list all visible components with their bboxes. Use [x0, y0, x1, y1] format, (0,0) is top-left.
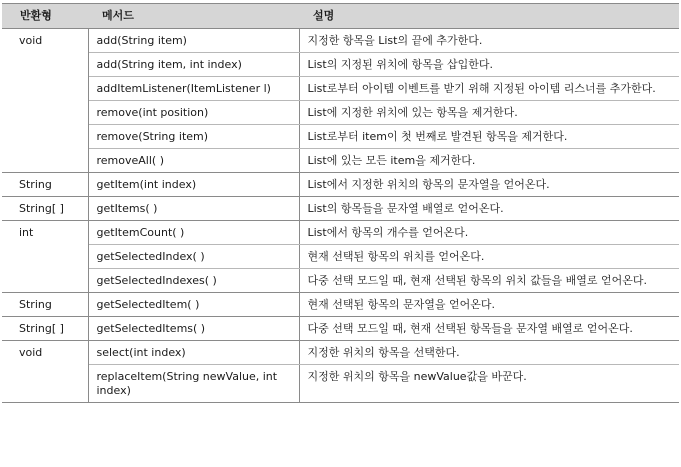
method-cell: getSelectedIndex( )	[88, 245, 299, 269]
table-row	[2, 293, 679, 317]
method-cell: getSelectedIndexes( )	[88, 269, 299, 293]
table-row	[2, 173, 679, 197]
method-cell: add(String item, int index)	[88, 53, 299, 77]
table-row	[2, 365, 679, 403]
description-cell: List에서 지정한 위치의 항목의 문자열을 얻어온다.	[299, 173, 679, 197]
method-cell: getSelectedItems( )	[88, 317, 299, 341]
table-row	[2, 197, 679, 221]
description-cell: 지정한 위치의 항목을 선택한다.	[299, 341, 679, 365]
table-row	[2, 269, 679, 293]
return-type-cell: String[ ]	[2, 197, 88, 221]
method-cell: remove(int position)	[88, 101, 299, 125]
description-cell: List에 지정한 위치에 있는 항목을 제거한다.	[299, 101, 679, 125]
table-row	[2, 341, 679, 365]
return-type-cell: int	[2, 221, 88, 293]
list-methods-table	[2, 3, 679, 403]
table-header-row	[2, 4, 679, 29]
description-cell: 현재 선택된 항목의 위치를 얻어온다.	[299, 245, 679, 269]
description-cell: List로부터 item이 첫 번째로 발견된 항목을 제거한다.	[299, 125, 679, 149]
method-cell: getItemCount( )	[88, 221, 299, 245]
return-type-cell: String[ ]	[2, 317, 88, 341]
table-row	[2, 77, 679, 101]
return-type-cell: String	[2, 293, 88, 317]
table-row	[2, 29, 679, 53]
description-cell: 다중 선택 모드일 때, 현재 선택된 항목들을 문자열 배열로 얻어온다.	[299, 317, 679, 341]
return-type-cell: String	[2, 173, 88, 197]
method-cell: removeAll( )	[88, 149, 299, 173]
table-row	[2, 125, 679, 149]
table-row	[2, 317, 679, 341]
description-cell: List의 지정된 위치에 항목을 삽입한다.	[299, 53, 679, 77]
description-cell: 지정한 항목을 List의 끝에 추가한다.	[299, 29, 679, 53]
method-cell: remove(String item)	[88, 125, 299, 149]
header-return-type: 반환형	[2, 4, 88, 29]
description-cell: List에서 항목의 개수를 얻어온다.	[299, 221, 679, 245]
table-row	[2, 149, 679, 173]
table-row	[2, 245, 679, 269]
header-method: 메서드	[88, 4, 299, 29]
return-type-cell: void	[2, 29, 88, 173]
description-cell: 다중 선택 모드일 때, 현재 선택된 항목의 위치 값들을 배열로 얻어온다.	[299, 269, 679, 293]
method-cell: add(String item)	[88, 29, 299, 53]
description-cell: List의 항목들을 문자열 배열로 얻어온다.	[299, 197, 679, 221]
method-cell: replaceItem(String newValue, int index)	[88, 365, 299, 403]
method-cell: getSelectedItem( )	[88, 293, 299, 317]
method-cell: addItemListener(ItemListener l)	[88, 77, 299, 101]
table-row	[2, 101, 679, 125]
description-cell: List에 있는 모든 item을 제거한다.	[299, 149, 679, 173]
description-cell: List로부터 아이템 이벤트를 받기 위해 지정된 아이템 리스너를 추가한다.	[299, 77, 679, 101]
return-type-cell: void	[2, 341, 88, 403]
method-cell: getItems( )	[88, 197, 299, 221]
table-row	[2, 53, 679, 77]
description-cell: 현재 선택된 항목의 문자열을 얻어온다.	[299, 293, 679, 317]
method-cell: select(int index)	[88, 341, 299, 365]
header-description: 설명	[299, 4, 679, 29]
table-row	[2, 221, 679, 245]
description-cell: 지정한 위치의 항목을 newValue값을 바꾼다.	[299, 365, 679, 403]
method-cell: getItem(int index)	[88, 173, 299, 197]
